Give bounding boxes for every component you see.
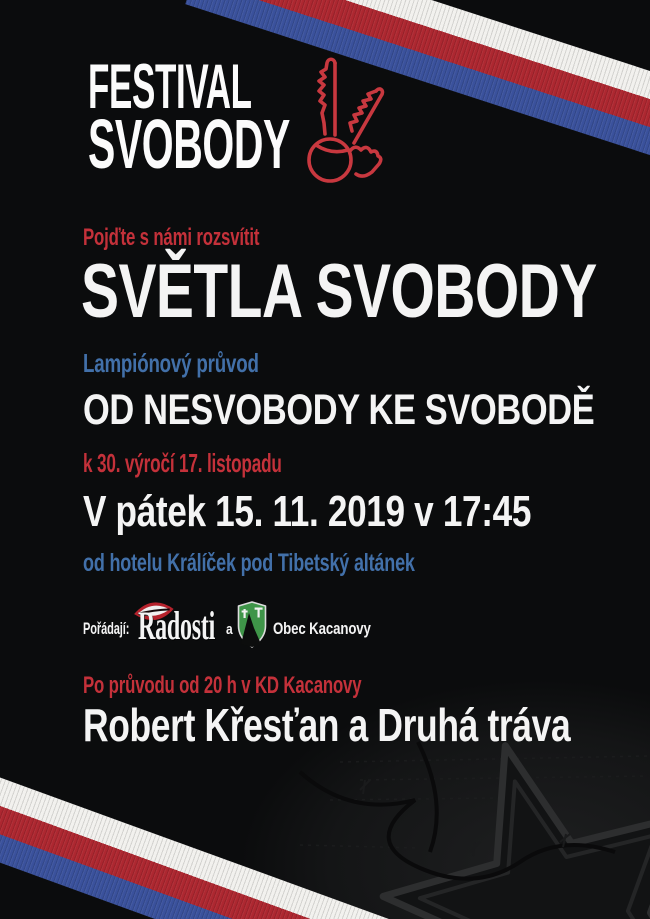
brand-line-1: FESTIVAL [88,52,252,122]
organizers-label: Pořádají: [83,619,130,638]
organizers-conjunction: a [226,621,233,638]
event-anniversary: k 30. výročí 17. listopadu [83,448,282,478]
event-datetime: V pátek 15. 11. 2019 v 17:45 [83,487,532,536]
intro-line: Pojďte s námi rozsvítit [83,224,260,251]
coat-of-arms-shield-icon [237,601,267,648]
event-route: od hotelu Králíček pod Tibetský altánek [83,549,415,577]
band-name: Robert Křesťan a Druhá tráva [83,699,571,751]
afterparty-info: Po průvodu od 20 h v KD Kacanovy [83,672,362,699]
organizer-kacanovy-label: Obec Kacanovy [273,619,371,638]
event-subtitle: Lampiónový průvod [83,348,259,378]
keys-victory-icon [306,55,386,187]
event-motto: OD NESVOBODY KE SVOBODĚ [83,386,595,434]
organizer-radosti-logo: Radosti [138,603,216,648]
page-title: SVĚTLA SVOBODY [81,249,597,334]
brand-line-2: SVOBODY [88,105,290,183]
